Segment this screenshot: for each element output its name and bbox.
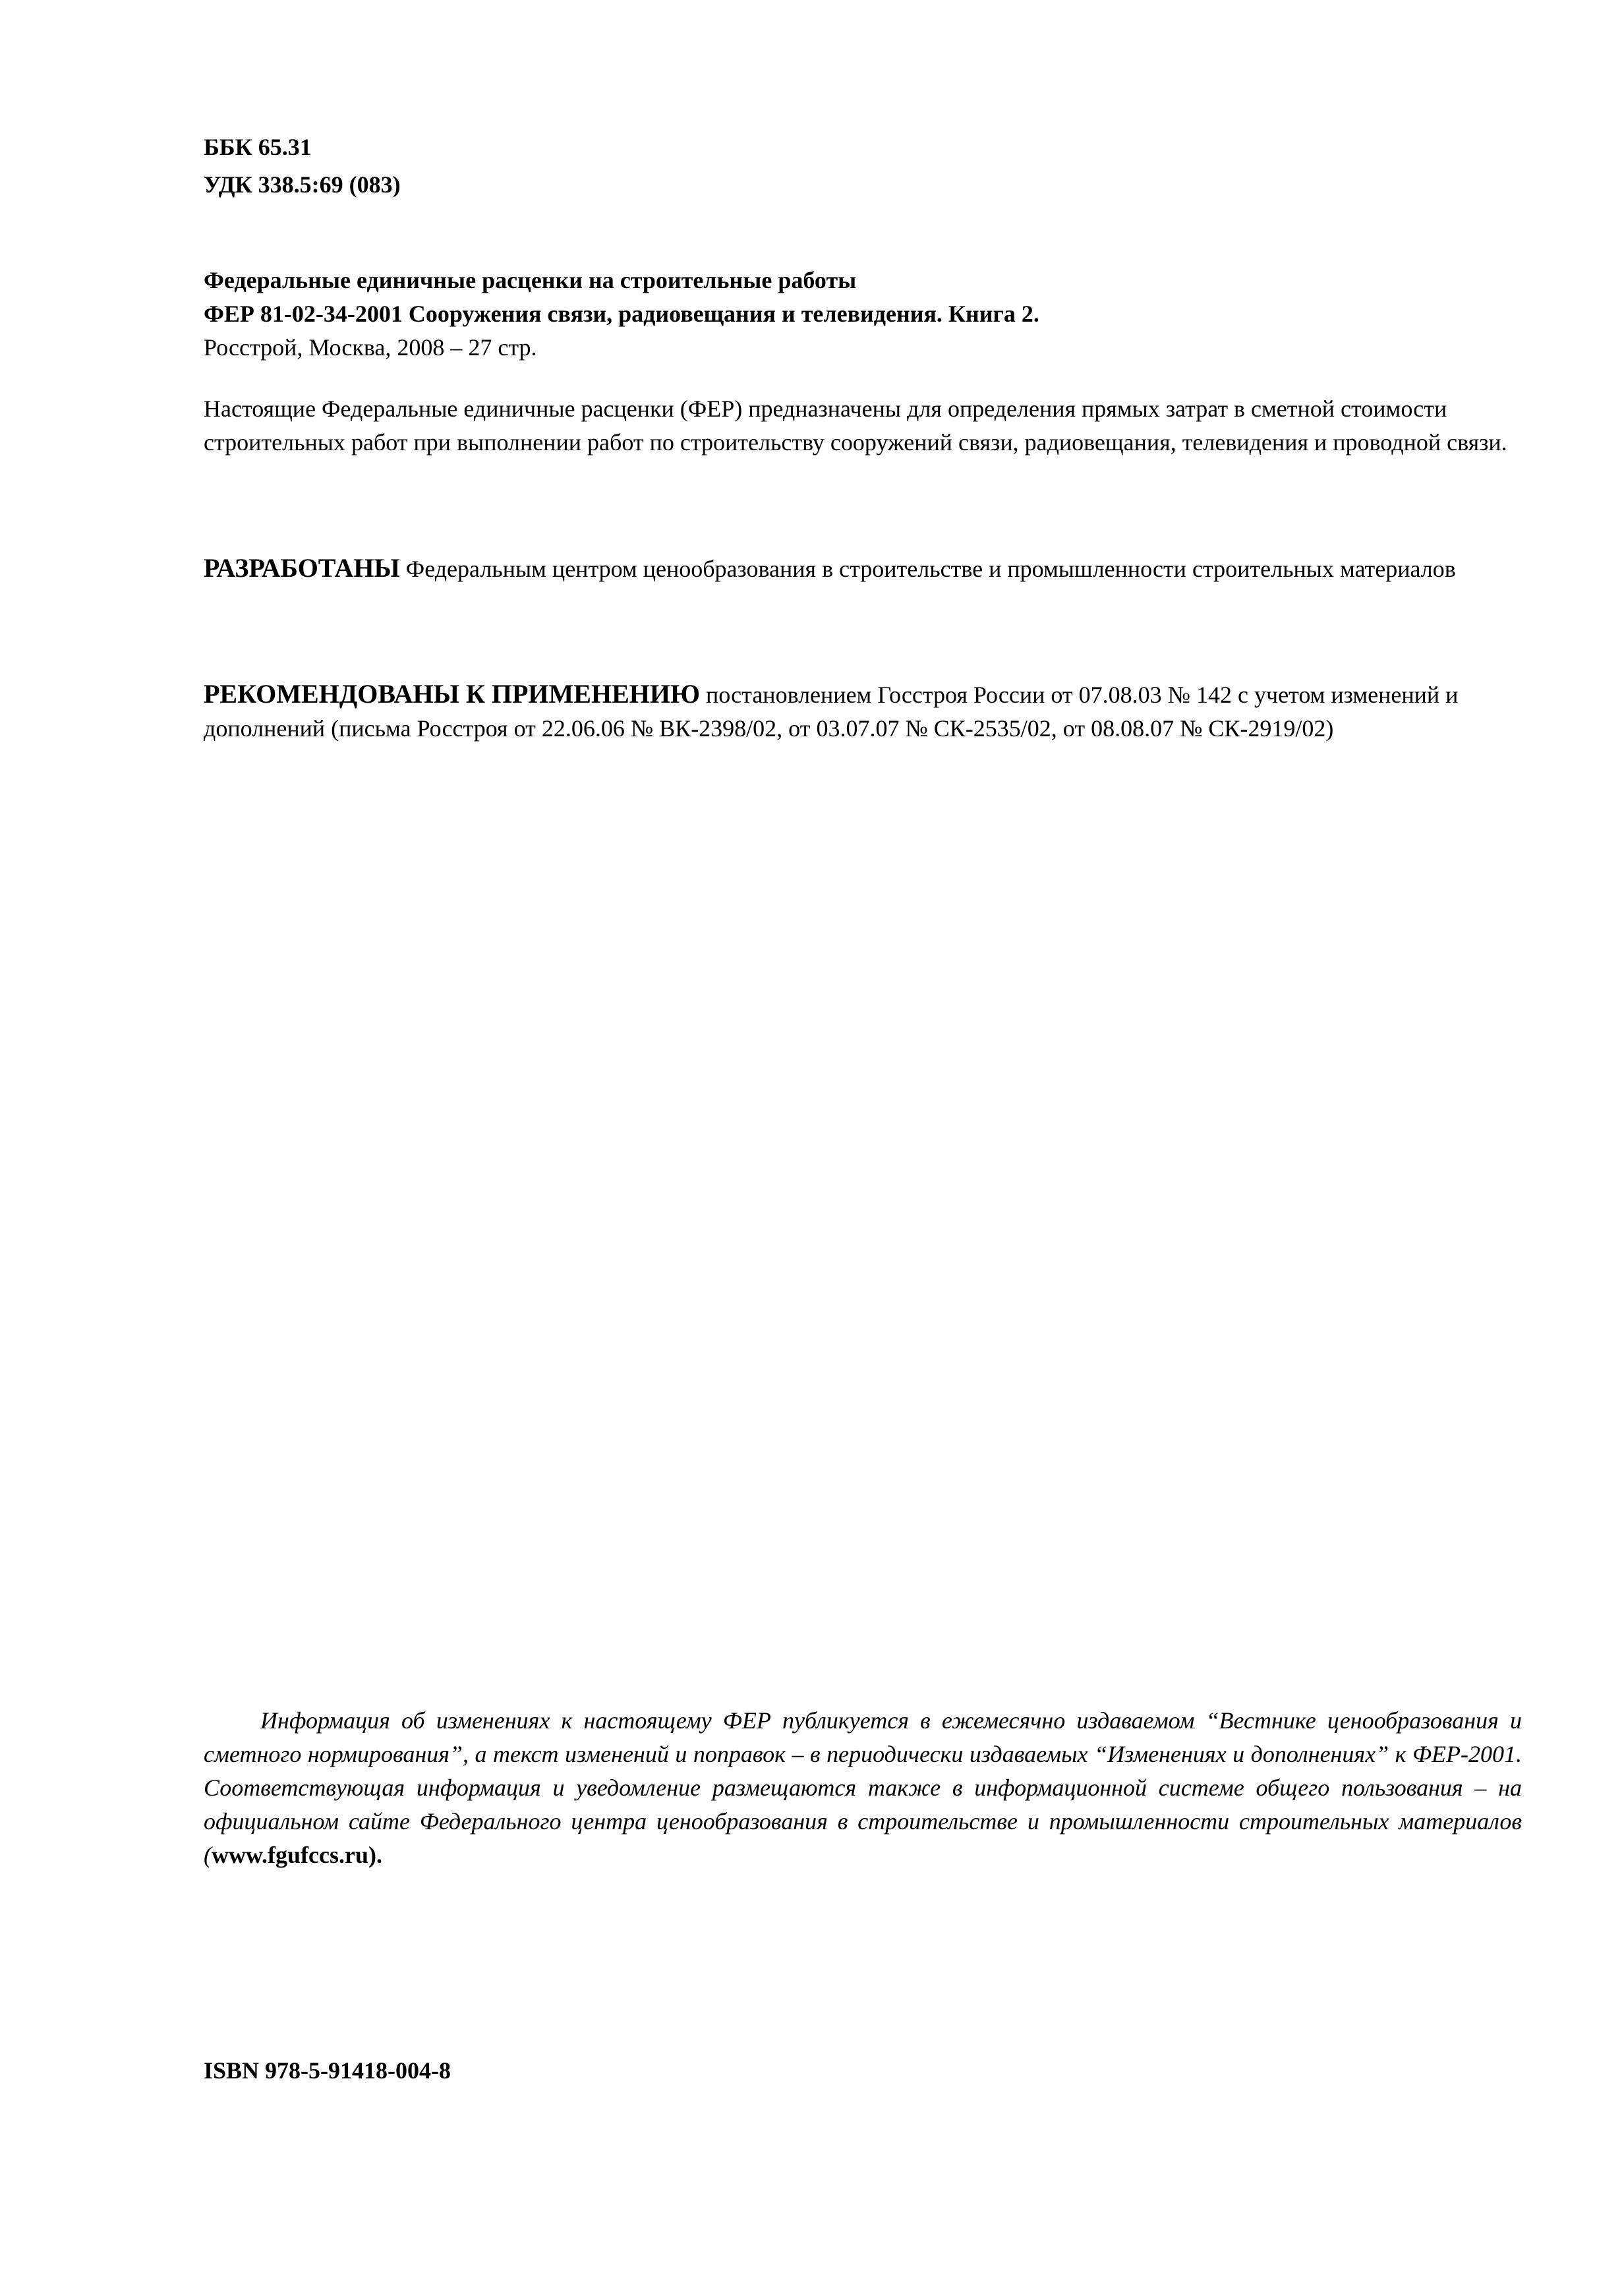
- imprint: Росстрой, Москва, 2008 – 27 стр.: [204, 334, 537, 361]
- developed-label: РАЗРАБОТАНЫ: [204, 553, 400, 583]
- isbn: ISBN 978-5-91418-004-8: [204, 2057, 451, 2084]
- website-link[interactable]: www.fgufccs.ru: [212, 1842, 368, 1868]
- developed-by: [204, 551, 1522, 586]
- title-block: [204, 264, 1522, 365]
- classification-codes: [204, 131, 1522, 202]
- bbk-code: ББК 65.31: [204, 134, 312, 160]
- title-line-2: ФЕР 81-02-34-2001 Сооружения связи, радиовещания и телевидения. Книга 2.: [204, 301, 1039, 327]
- developed-text: Федеральным центром ценообразования в строительстве и промышленности строительных материалов: [399, 556, 1456, 582]
- recommended-label: РЕКОМЕНДОВАНЫ К ПРИМЕНЕНИЮ: [204, 679, 701, 709]
- info-note-text: Информация об изменениях к настоящему ФЕР публикуется в ежемесячно издаваемом “Вестнике ценообразования и сметного нормирования”, а текст изменений и поправок – в периодически издаваемых “Изменениях и дополнениях” к ФЕР-2001. Соответствующая информация и уведомление размещаются также в информационной системе общего пользования – на официальном сайте Федерального центра ценообразования в строительстве и промышленности строительных материалов (: [204, 1707, 1522, 1868]
- abstract: Настоящие Федеральные единичные расценки (ФЕР) предназначены для определения прямых затрат в сметной стоимости строительных работ при выполнении работ по строительству сооружений связи, радиовещания, телевидения и проводной связи.: [204, 396, 1507, 455]
- udk-code: УДК 338.5:69 (083): [204, 171, 401, 198]
- info-note-closing: ).: [368, 1842, 382, 1868]
- recommended-text: постановлением Госстроя России от 07.08.03 № 142 с учетом изменений и дополнений (письма Росстроя от 22.06.06 № ВК-2398/02, от 03.07.07 № СК-2535/02, от 08.08.07 № СК-2919/02): [204, 682, 1459, 742]
- title-line-1: Федеральные единичные расценки на строительные работы: [204, 267, 857, 293]
- info-note: [204, 1704, 1522, 1872]
- recommended-by: [204, 677, 1522, 746]
